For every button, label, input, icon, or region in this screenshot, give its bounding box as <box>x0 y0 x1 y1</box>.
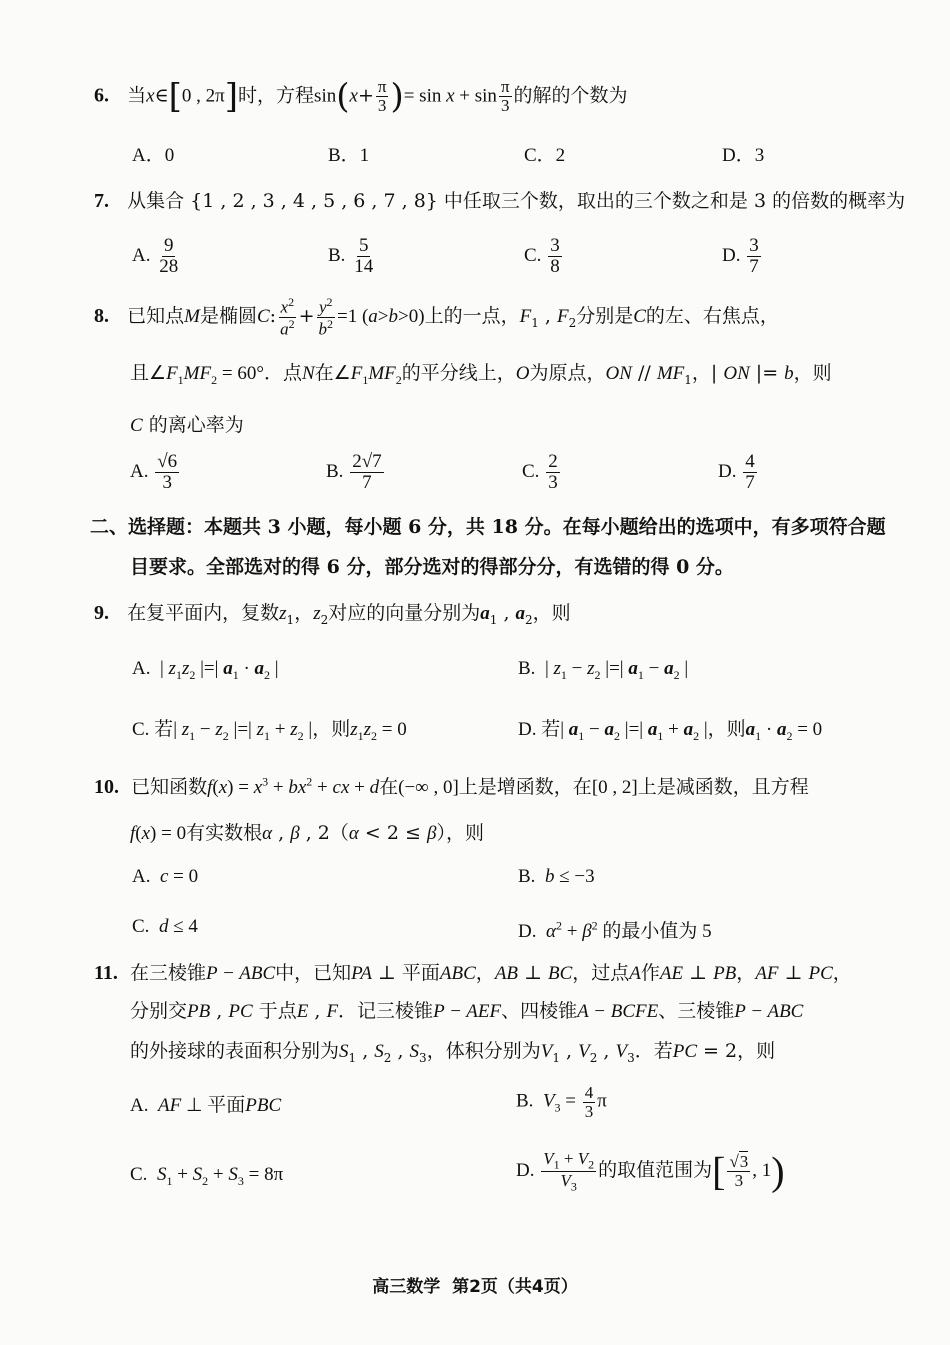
q6-option-c: C．2 <box>524 145 566 166</box>
q8-line2: 且$\angle F_1MF_2 = 60^\circ$．点N在$\angle F_1MF_2$的平分线上，O为原点，ON // $MF_1$，| ON |= b，则 <box>130 362 832 387</box>
q10-option-c: C. d ≤ 4 <box>132 916 198 937</box>
q8-option-a: A. $\frac{√6}{3}$ <box>130 451 178 493</box>
q6-option-a: A．0 <box>132 145 175 166</box>
q10-option-b: B. b ≤ −3 <box>518 866 595 887</box>
section2-line1: 二、选择题：本题共 3 小题，每小题 6 分，共 18 分。在每小题给出的选项中，有多项符合题 <box>90 516 886 538</box>
page-footer: 高三数学 第2页（共4页） <box>372 1277 578 1297</box>
q8-option-d: D. $\frac{4}{7}$ <box>718 451 755 493</box>
q11-line1: 11. 在三棱锥P − ABC中，已知PA ⊥ 平面ABC，AB ⊥ BC，过点A作AE ⊥ PB，AF ⊥ PC， <box>94 962 852 984</box>
q7-number: 7. <box>94 190 109 212</box>
q6-option-d: D．3 <box>722 145 765 166</box>
q11-option-d: D. $\frac{V_1 + V_2}{V_3}$ 的取值范围为[ $\frac{√3}{3}$ , 1) <box>516 1148 785 1194</box>
q8-option-c: C. $\frac{2}{3}$ <box>522 451 558 493</box>
q11-option-b: B. $V_3$ = $\frac{4}{3}$ π <box>516 1083 607 1121</box>
q9-option-d: D. 若| $a_1 - a_2$ |=| $a_1 + a_2$ |，则$a_1 \cdot a_2 = 0$ <box>518 719 823 743</box>
q11-line3: 的外接球的表面积分别为$S_1$ , $S_2$ , $S_3$，体积分别为$V_1$ , $V_2$ , $V_3$．若PC = 2，则 <box>130 1040 776 1065</box>
q8-number: 8. <box>94 305 109 327</box>
q10-option-a: A. c = 0 <box>132 866 199 887</box>
q9: 9. 在复平面内，复数$z_1$，$z_2$对应的向量分别为$a_1$ , $a_2$，则 <box>94 602 571 627</box>
q11-option-a: A. AF ⊥ 平面PBC <box>130 1095 282 1116</box>
q6: 6. 当x∈[0 , 2π]时，方程sin(x+ $\frac{\pi}{3}$ )= sin x + sin $\frac{\pi}{3}$ 的解的个数为 <box>94 76 628 117</box>
q10-option-d: D. $\alpha^2 + \beta^2$ 的最小值为 5 <box>518 918 712 942</box>
q7-option-c: C. $\frac{3}{8}$ <box>524 235 560 277</box>
q6-number: 6. <box>94 84 109 107</box>
q8-line1: 8. 已知点M是椭圆C: $\frac{x^2}{a^2}$ + $\frac{y^2}{b^2}$ =1 (a>b>0)上的一点，$F_1$ , $F_2$分别是C的左、右焦点， <box>94 295 779 339</box>
q6-option-b: B．1 <box>328 145 370 166</box>
q11-option-c: C. $S_1 + S_2 + S_3 = 8\pi$ <box>130 1164 284 1188</box>
q9-option-b: B. | $z_1 - z_2$ |=| $a_1 - a_2$ | <box>518 658 689 682</box>
q11-number: 11. <box>94 962 118 984</box>
q8-line3: C 的离心率为 <box>130 414 244 436</box>
section2-line2: 目要求。全部选对的得 6 分，部分选对的得部分分，有选错的得 0 分。 <box>130 556 734 578</box>
q11-line2: 分别交PB , PC 于点E , F．记三棱锥P − AEF、四棱锥A − BCFE、三棱锥P − ABC <box>130 1000 804 1022</box>
q9-option-a: A. | $z_1z_2$ |=| $a_1 \cdot a_2$ | <box>132 658 279 682</box>
q7-option-b: B. $\frac{5}{14}$ <box>328 235 374 277</box>
q10-number: 10. <box>94 776 119 798</box>
q7 <box>94 186 905 213</box>
q10-line2: f(x) = 0有实数根α , β , 2（α < 2 ≤ β），则 <box>130 822 484 844</box>
q8-option-b: B. $\frac{2√7}{7}$ <box>326 451 382 493</box>
q7-option-d: D. $\frac{3}{7}$ <box>722 235 759 277</box>
q7-option-a: A. $\frac{9}{28}$ <box>132 235 179 277</box>
q9-number: 9. <box>94 602 109 624</box>
q9-option-c: C. 若| $z_1 - z_2$ |=| $z_1 + z_2$ |，则$z_1z_2 = 0$ <box>132 719 407 743</box>
q10-line1: 10. 已知函数$f(x) = x^3 + bx^2$ + cx + d在(−∞ , 0]上是增函数，在[0 , 2]上是减函数，且方程 <box>94 774 809 798</box>
q7-stem: 从集合 {1 , 2 , 3 , 4 , 5 , 6 , 7 , 8} 中任取三个数，取出的三个数之和是 3 的倍数的概率为 <box>127 190 906 212</box>
